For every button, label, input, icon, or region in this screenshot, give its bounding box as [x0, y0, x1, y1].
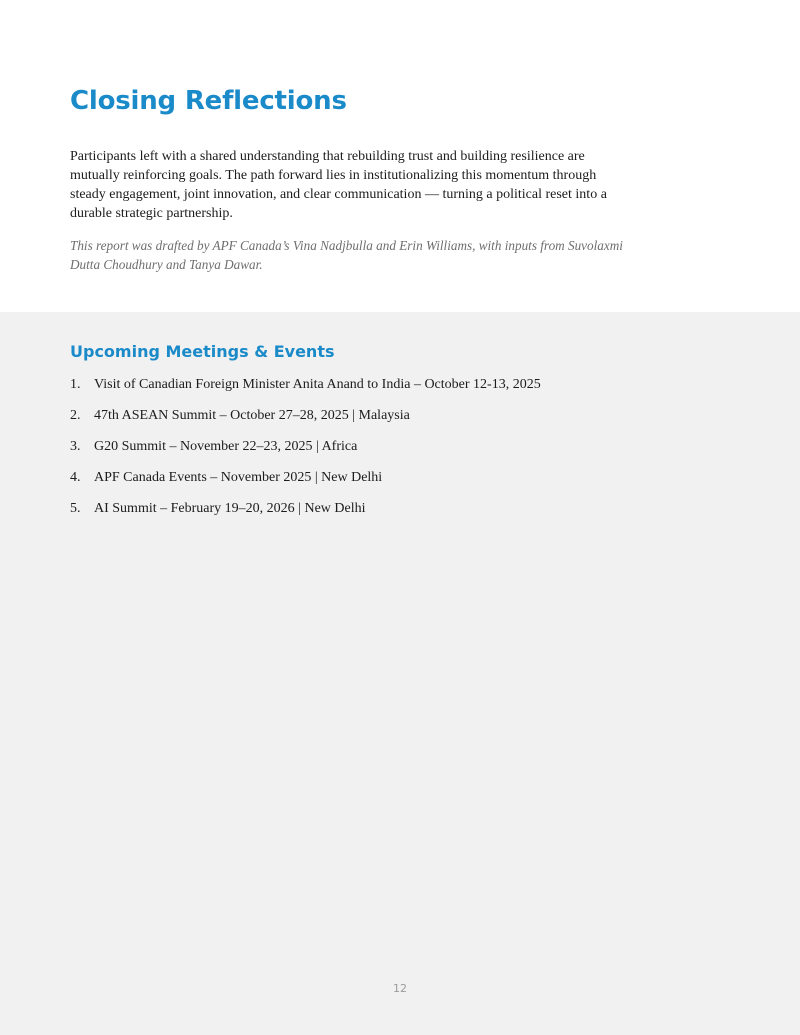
closing-paragraph: Participants left with a shared understanding that rebuilding trust and building resilience are mutually reinforcing goals. The path forward lies in institutionalizing this momentum through steady engagement, joint innovation, and clear communication — turning a political reset into a durable strategic partnership.	[70, 149, 607, 221]
list-item-text: G20 Summit – November 22–23, 2025 | Africa	[94, 439, 358, 454]
events-title: Upcoming Meetings & Events	[70, 342, 335, 361]
list-item	[70, 499, 541, 530]
list-item-text: Visit of Canadian Foreign Minister Anita Anand to India – October 12-13, 2025	[94, 377, 541, 392]
list-item-text: APF Canada Events – November 2025 | New Delhi	[94, 470, 383, 485]
events-list	[70, 375, 541, 530]
list-item-text: 47th ASEAN Summit – October 27–28, 2025 | Malaysia	[94, 408, 410, 423]
list-item-number: 1.	[70, 377, 81, 392]
list-item	[70, 468, 541, 499]
list-item-number: 2.	[70, 408, 81, 423]
list-item-text: AI Summit – February 19–20, 2026 | New Delhi	[94, 501, 366, 516]
page-number: 12	[393, 982, 407, 995]
closing-section	[0, 0, 800, 312]
section-title: Closing Reflections	[70, 86, 347, 116]
list-item	[70, 406, 541, 437]
list-item	[70, 375, 541, 406]
author-credit: This report was drafted by APF Canada’s Vina Nadjbulla and Erin Williams, with inputs from Suvolaxmi Dutta Choudhury and Tanya Dawar.	[70, 238, 623, 272]
list-item	[70, 437, 541, 468]
list-item-number: 4.	[70, 470, 81, 485]
list-item-number: 3.	[70, 439, 81, 454]
list-item-number: 5.	[70, 501, 81, 516]
